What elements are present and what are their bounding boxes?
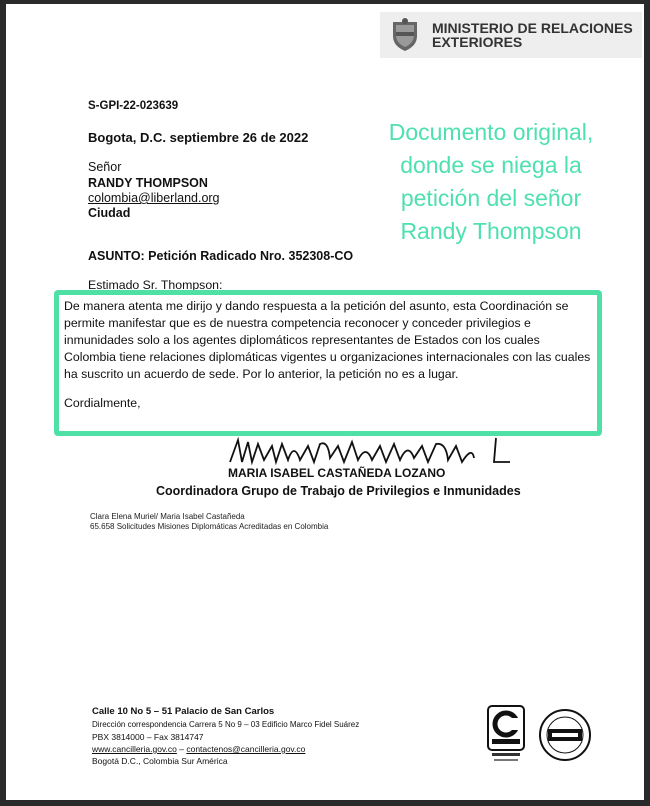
date-line: Bogota, D.C. septiembre 26 de 2022: [88, 130, 309, 145]
copy-line-1: Clara Elena Muriel/ Maria Isabel Castañeda: [90, 512, 245, 521]
iso-9001-certification-icon: [486, 704, 526, 764]
signer-title: Coordinadora Grupo de Trabajo de Privilegios e Inmunidades: [156, 484, 521, 498]
annotation-line-3: petición del señor: [400, 185, 582, 211]
subject-line: ASUNTO: Petición Radicado Nro. 352308-CO: [88, 249, 354, 263]
footer-correspondence: Dirección correspondencia Carrera 5 No 9 – 03 Edificio Marco Fidel Suárez: [92, 720, 360, 729]
greeting: Estimado Sr. Thompson:: [88, 278, 223, 292]
footer-phone: PBX 3814000 – Fax 3814747: [92, 732, 204, 742]
recipient-city: Ciudad: [88, 206, 131, 220]
iqnet-certification-icon: [538, 708, 592, 762]
body-paragraph: De manera atenta me dirijo y dando respuesta a la petición del asunto, esta Coordinación se permite manifestar que es de nuestra competencia reconocer y conceder privilegios e inmunidades solo a los agentes diplomáticos representantes de Estados con los cuales Colombia tiene relaciones diplomáticas vigentes u organizaciones internacionales con las cuales ha suscrito un acuerdo de sede. Por lo anterior, la petición no es a lugar.: [64, 299, 591, 381]
ministry-line-1: MINISTERIO DE RELACIONES: [432, 20, 633, 36]
ministry-line-2: EXTERIORES: [432, 34, 523, 50]
website-link[interactable]: www.cancilleria.gov.co: [92, 744, 177, 754]
salutation-title: Señor: [88, 160, 122, 174]
contact-email-link[interactable]: contactenos@cancilleria.gov.co: [186, 744, 306, 754]
footer-city: Bogotá D.C., Colombia Sur América: [92, 756, 228, 766]
annotation-line-2: donde se niega la: [400, 152, 582, 178]
footer-separator: –: [176, 744, 187, 754]
annotation-line-1: Documento original,: [388, 119, 594, 145]
copy-line-2: 65.658 Solicitudes Misiones Diplomáticas Acreditadas en Colombia: [90, 522, 329, 531]
annotation-text: [356, 116, 626, 248]
recipient-email-link[interactable]: colombia@liberland.org: [88, 191, 220, 205]
footer-links: [92, 744, 305, 754]
ministry-name: [432, 21, 633, 49]
footer-address: Calle 10 No 5 – 51 Palacio de San Carlos: [92, 706, 275, 717]
reference-number: S-GPI-22-023639: [88, 100, 179, 112]
signer-name: MARIA ISABEL CASTAÑEDA LOZANO: [228, 466, 446, 480]
annotation-line-4: Randy Thompson: [400, 218, 582, 244]
recipient-name: RANDY THOMPSON: [88, 176, 208, 190]
letterhead: [380, 12, 642, 58]
coat-of-arms-icon: [390, 18, 420, 52]
letter-page: [6, 4, 644, 800]
closing: Cordialmente,: [64, 396, 141, 410]
